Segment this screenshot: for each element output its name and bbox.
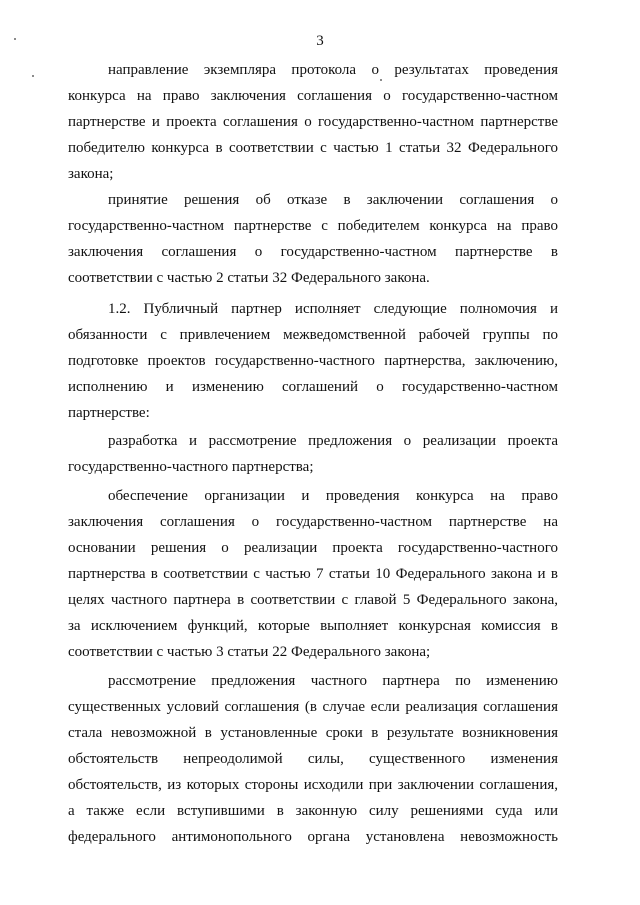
paragraph-2-line-4: соответствии с частью 2 статьи 32 Федерального закона. [68,270,430,286]
paragraph-1-line-5: закона; [68,166,114,182]
paragraph-5-line-4: партнерства в соответствии с частью 7 статьи 10 Федерального закона и в [68,566,558,582]
paragraph-6-line-2: существенных условий соглашения (в случае если реализация соглашения [68,699,558,715]
paragraph-1-line-3: партнерстве и проекта соглашения о государственно-частном партнерстве [68,114,558,130]
paragraph-5-line-7: соответствии с частью 3 статьи 22 Федерального закона; [68,644,431,660]
paragraph-2-line-1: принятие решения об отказе в заключении соглашения о [108,192,558,208]
paragraph-3-line-1: 1.2. Публичный партнер исполняет следующие полномочия и [108,301,558,317]
paragraph-4-line-1: разработка и рассмотрение предложения о реализации проекта [108,433,558,449]
paragraph-6-line-7: федерального антимонопольного органа установлена невозможность [68,829,558,845]
paragraph-6-line-1: рассмотрение предложения частного партнера по изменению [108,673,558,689]
paragraph-3-line-5: партнерстве: [68,405,150,421]
paragraph-6-line-5: обстоятельств, из которых стороны исходили при заключении соглашения, [68,777,558,793]
paragraph-5-line-6: за исключением функций, которые выполняет конкурсная комиссия в [68,618,558,634]
scan-speck [14,38,16,40]
paragraph-5-line-3: основании решения о реализации проекта государственно-частного [68,540,558,556]
paragraph-6-line-3: стала невозможной в установленные сроки в результате возникновения [68,725,558,741]
paragraph-6-line-4: обстоятельств непреодолимой силы, существенного изменения [68,751,558,767]
paragraph-2-line-3: заключения соглашения о государственно-частном партнерстве в [68,244,558,260]
paragraph-5-line-5: целях частного партнера в соответствии с главой 5 Федерального закона, [68,592,558,608]
paragraph-5-line-2: заключения соглашения о государственно-частном партнерстве на [68,514,558,530]
paragraph-3-line-3: подготовке проектов государственно-частного партнерства, заключению, [68,353,558,369]
paragraph-2-line-2: государственно-частном партнерстве с победителем конкурса на право [68,218,558,234]
paragraph-1-line-4: победителю конкурса в соответствии с частью 1 статьи 32 Федерального [68,140,558,156]
page-number: 3 [316,33,324,49]
scan-speck [32,75,34,77]
paragraph-1-line-2: конкурса на право заключения соглашения о государственно-частном [68,88,558,104]
scan-speck [380,79,382,81]
paragraph-4-line-2: государственно-частного партнерства; [68,459,314,475]
paragraph-3-line-4: исполнению и изменению соглашений о государственно-частном [68,379,558,395]
paragraph-5-line-1: обеспечение организации и проведения конкурса на право [108,488,558,504]
paragraph-1-line-1: направление экземпляра протокола о результатах проведения [108,62,558,78]
paragraph-3-line-2: обязанности с привлечением межведомственной рабочей группы по [68,327,558,343]
paragraph-6-line-6: а также если вступившими в законную силу решениями суда или [68,803,558,819]
